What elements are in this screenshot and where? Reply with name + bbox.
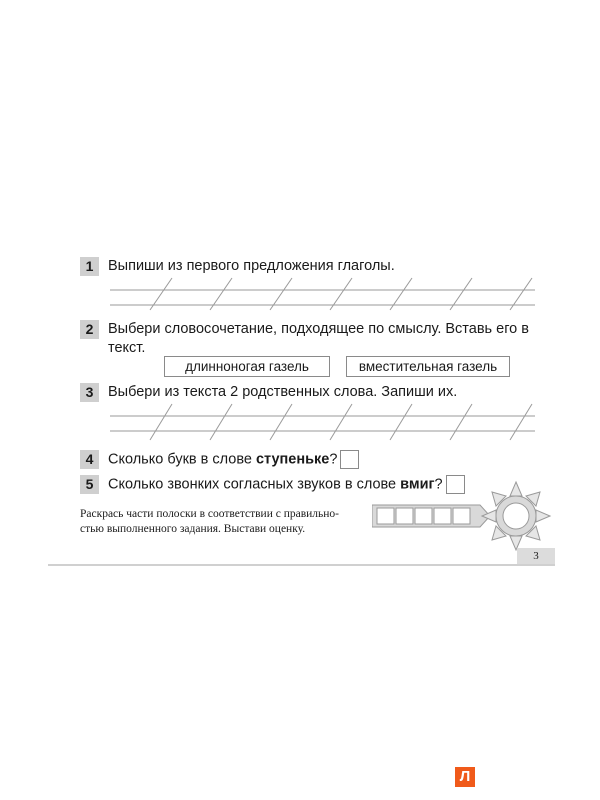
task-question bbox=[108, 320, 529, 358]
task-number-badge: 4 bbox=[80, 450, 99, 469]
question-keyword: ступеньке bbox=[255, 451, 330, 468]
task-2 bbox=[80, 320, 529, 358]
strip-segment bbox=[415, 508, 432, 524]
task-question-line: текст. bbox=[108, 340, 146, 356]
instruction-line: Раскрась части полоски в соответствии с правильно- bbox=[80, 508, 340, 520]
page-number: 3 bbox=[517, 548, 555, 564]
question-mark: ? bbox=[434, 476, 443, 493]
question-keyword: вмиг bbox=[400, 476, 435, 493]
sun-icon bbox=[482, 482, 550, 550]
task-number-badge: 3 bbox=[80, 383, 99, 402]
task-number-badge: 1 bbox=[80, 257, 99, 276]
writing-lines-1[interactable] bbox=[110, 274, 535, 314]
page-divider bbox=[48, 564, 555, 566]
publisher-logo: Л bbox=[455, 767, 475, 787]
grade-circle bbox=[503, 503, 529, 529]
option-capacious-gazelle[interactable]: вместительная газель bbox=[346, 356, 510, 377]
instruction-line: стью выполненного задания. Выстави оценку. bbox=[80, 523, 306, 535]
strip-segments bbox=[377, 508, 470, 524]
assessment-strip-graphic bbox=[372, 478, 552, 558]
writing-lines-3[interactable] bbox=[110, 400, 535, 444]
strip-segment bbox=[453, 508, 470, 524]
task-question: Выбери из текста 2 родственных слова. Запиши их. bbox=[108, 384, 458, 400]
task-question: Выпиши из первого предложения глаголы. bbox=[108, 258, 395, 274]
strip-segment bbox=[396, 508, 413, 524]
question-mark: ? bbox=[329, 451, 338, 468]
self-assessment-instruction bbox=[80, 507, 370, 537]
question-text: Сколько букв в слове bbox=[108, 451, 256, 468]
task-number-badge: 5 bbox=[80, 475, 99, 494]
task-number-badge: 2 bbox=[80, 320, 99, 339]
strip-segment bbox=[377, 508, 394, 524]
answer-box[interactable] bbox=[340, 450, 359, 469]
task-4 bbox=[80, 450, 359, 469]
question-text: Сколько звонких согласных звуков в слове bbox=[108, 476, 401, 493]
task-question-line: Выбери словосочетание, подходящее по смыслу. Вставь его в bbox=[108, 321, 529, 337]
option-long-legged-gazelle[interactable]: длинноногая газель bbox=[164, 356, 330, 377]
task-question bbox=[108, 450, 359, 469]
strip-segment bbox=[434, 508, 451, 524]
